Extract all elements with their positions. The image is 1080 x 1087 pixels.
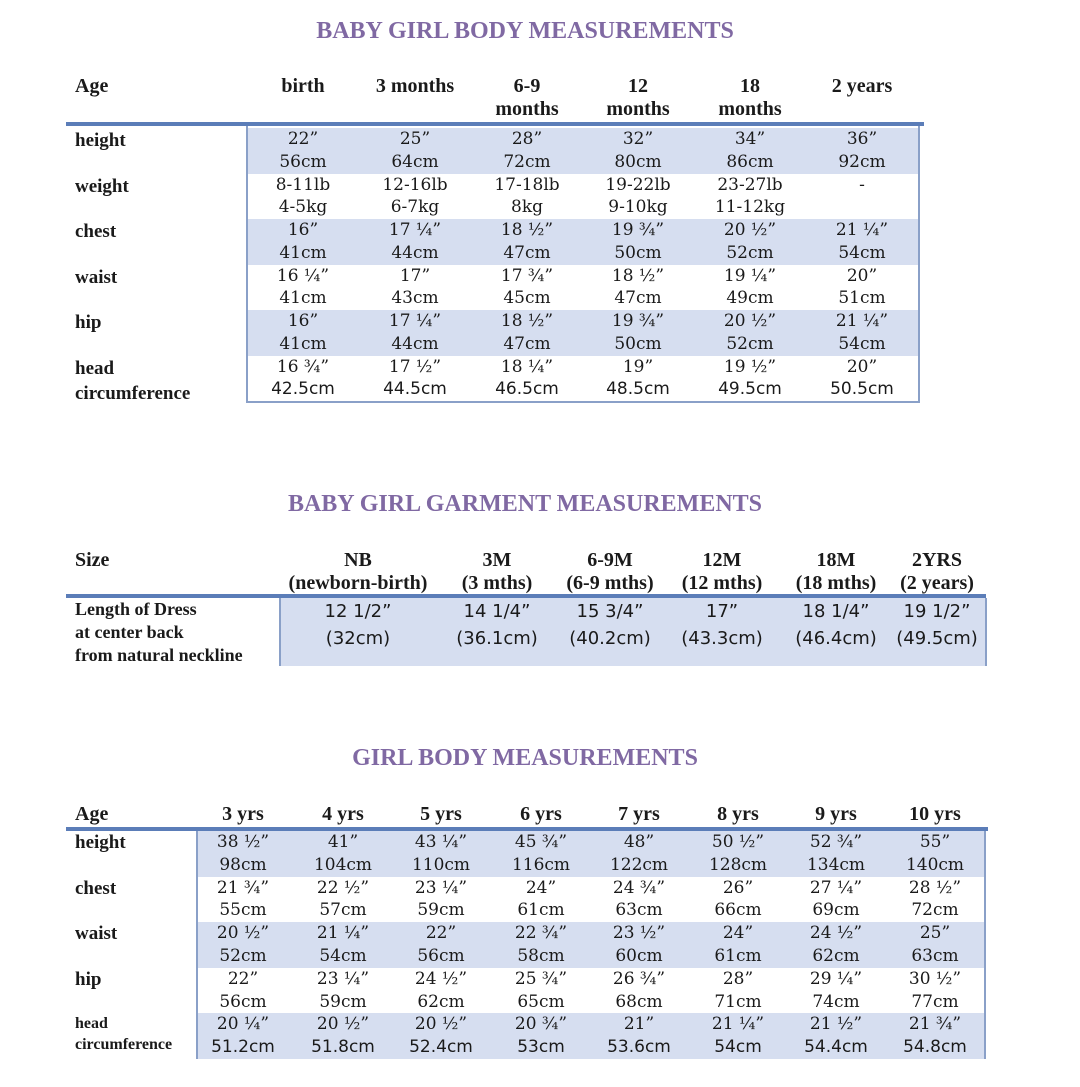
- cell-metric: 4-5kg: [278, 197, 328, 217]
- cell-imperial: 16”: [287, 311, 319, 331]
- cell-metric: 52cm: [726, 242, 774, 263]
- column-header: [865, 803, 1005, 826]
- cell-metric: 61cm: [714, 945, 762, 966]
- column-header-line: months: [718, 98, 782, 120]
- column-header-line: 3 yrs: [222, 803, 264, 825]
- cell-imperial: 28”: [511, 129, 543, 149]
- cell-imperial: 24”: [722, 923, 754, 944]
- row-label: [75, 968, 195, 991]
- cell-imperial: 19 ¼”: [723, 265, 777, 286]
- cell-metric: 64cm: [391, 151, 439, 172]
- cell-imperial: 17-18lb: [494, 174, 560, 195]
- cell-metric: 86cm: [726, 151, 774, 172]
- cell-metric: 50cm: [614, 242, 662, 263]
- cell-metric: 98cm: [219, 854, 267, 875]
- cell-imperial: 28”: [722, 968, 754, 989]
- cell-imperial: 22”: [287, 129, 319, 149]
- cell-imperial: 43 ¼”: [414, 832, 468, 852]
- cell-imperial: 24 ¾”: [612, 877, 666, 898]
- cell-imperial: 22 ¾”: [514, 923, 568, 944]
- cell-metric: 60cm: [615, 945, 663, 966]
- cell-metric: 62cm: [812, 945, 860, 966]
- cell-metric: 122cm: [609, 854, 669, 875]
- cell-imperial: 21 ¼”: [711, 1014, 765, 1035]
- cell-imperial: 16”: [287, 220, 319, 240]
- baby-body-title: BABY GIRL BODY MEASUREMENTS: [316, 18, 734, 44]
- row-label-line: chest: [75, 221, 117, 242]
- row-label-line: Length of Dress: [75, 599, 197, 619]
- cell-imperial: 18 ½”: [611, 265, 665, 286]
- cell-imperial: 24 ½”: [414, 968, 468, 989]
- cell-metric: 72cm: [911, 900, 959, 921]
- column-header-line: 5 yrs: [420, 803, 462, 825]
- cell-metric: 44cm: [391, 333, 439, 354]
- row-label-line: circumference: [75, 1036, 173, 1054]
- cell-imperial: 21 ¾”: [908, 1014, 962, 1035]
- header-label: Age: [75, 75, 109, 97]
- row-label: [75, 831, 195, 854]
- cell-metric: 66cm: [714, 900, 762, 921]
- cell-imperial: 17 ¾”: [500, 265, 554, 286]
- cell-imperial: 30 ½”: [908, 968, 962, 989]
- cell-imperial: 23 ¼”: [414, 877, 468, 898]
- cell-metric: 41cm: [279, 288, 327, 308]
- cell-imperial: 20 ½”: [723, 220, 777, 240]
- cell-imperial: 21 ¼”: [835, 311, 889, 331]
- cell-metric: 77cm: [911, 991, 959, 1012]
- cell-imperial: 15 3/4”: [576, 601, 644, 622]
- cell-imperial: 17”: [399, 265, 431, 286]
- cell-metric: (40.2cm): [569, 628, 651, 649]
- cell-imperial: 19 ½”: [723, 356, 777, 377]
- cell-imperial: 23 ¼”: [316, 968, 370, 989]
- row-label-line: waist: [75, 923, 118, 945]
- cell-imperial: 21 ¼”: [835, 220, 889, 240]
- cell-metric: 59cm: [417, 900, 465, 921]
- cell-metric: 51.2cm: [211, 1037, 275, 1058]
- cell-metric: 6-7kg: [390, 197, 440, 217]
- cell-metric: (46.4cm): [795, 628, 877, 649]
- cell-imperial: 12 1/2”: [324, 601, 392, 622]
- cell-imperial: 16 ¼”: [276, 265, 330, 286]
- cell-metric: 54.8cm: [903, 1037, 967, 1058]
- cell-imperial: 20 ¾”: [514, 1014, 568, 1035]
- cell-imperial: 20 ½”: [216, 923, 270, 944]
- row-label: [75, 877, 195, 900]
- cell-metric: 62cm: [417, 991, 465, 1012]
- cell-imperial: 25 ¾”: [514, 968, 568, 989]
- cell-imperial: 27 ¼”: [809, 877, 863, 898]
- column-header-line: (2 years): [900, 572, 974, 594]
- column-header-line: months: [606, 98, 670, 120]
- cell-metric: 49cm: [726, 288, 774, 308]
- cell-metric: 58cm: [517, 945, 565, 966]
- cell-metric: 45cm: [503, 288, 551, 308]
- cell-imperial: 23-27lb: [717, 174, 783, 195]
- cell-imperial: 29 ¼”: [809, 968, 863, 989]
- cell-metric: 52cm: [726, 333, 774, 354]
- cell-imperial: 18 ½”: [500, 220, 554, 240]
- row-label-line: height: [75, 130, 126, 151]
- column-header-line: (18 mths): [795, 572, 877, 594]
- cell-metric: 46.5cm: [495, 379, 559, 399]
- row-label: [75, 922, 195, 945]
- column-header-line: birth: [281, 75, 325, 97]
- cell-imperial: 34”: [734, 129, 766, 149]
- cell-imperial: 25”: [399, 129, 431, 149]
- cell-imperial: 21 ¾”: [216, 877, 270, 898]
- cell-metric: 134cm: [806, 854, 866, 875]
- column-header-line: 12: [628, 75, 648, 97]
- column-header-line: 8 yrs: [717, 803, 759, 825]
- cell-metric: 53.6cm: [607, 1037, 671, 1058]
- column-header-line: (6-9 mths): [566, 572, 654, 594]
- column-header-line: 6-9: [513, 75, 541, 97]
- cell-metric: 51cm: [838, 288, 886, 308]
- cell-imperial: 21 ¼”: [316, 923, 370, 944]
- baby-garment-title: BABY GIRL GARMENT MEASUREMENTS: [287, 491, 763, 517]
- row-label-line: head: [75, 1015, 108, 1033]
- column-header-line: 7 yrs: [618, 803, 660, 825]
- cell-imperial: 25”: [919, 923, 951, 944]
- cell-metric: 50.5cm: [830, 379, 894, 399]
- table-cell: [875, 1013, 995, 1059]
- column-header-line: (12 mths): [681, 572, 763, 594]
- cell-metric: 9-10kg: [608, 197, 668, 217]
- cell-imperial: 21”: [623, 1014, 655, 1035]
- cell-metric: (43.3cm): [681, 628, 763, 649]
- column-header-line: 10 yrs: [909, 803, 961, 825]
- cell-metric: 110cm: [411, 854, 471, 875]
- cell-imperial: 8-11lb: [275, 174, 331, 195]
- cell-imperial: 18 ½”: [500, 311, 554, 331]
- cell-imperial: 23 ½”: [612, 923, 666, 944]
- column-header-line: months: [495, 98, 559, 120]
- table-cell: [875, 877, 995, 923]
- cell-imperial: 26 ¾”: [612, 968, 666, 989]
- cell-imperial: 17 ¼”: [388, 311, 442, 331]
- cell-metric: 80cm: [614, 151, 662, 172]
- cell-metric: (32cm): [325, 628, 391, 649]
- cell-metric: 11-12kg: [714, 197, 786, 217]
- cell-imperial: 20 ¼”: [216, 1014, 270, 1035]
- row-label-line: hip: [75, 312, 102, 333]
- cell-metric: 55cm: [219, 900, 267, 921]
- cell-metric: 49.5cm: [718, 379, 782, 399]
- cell-metric: 41cm: [279, 333, 327, 354]
- cell-metric: 52.4cm: [409, 1037, 473, 1058]
- cell-imperial: 16 ¾”: [276, 356, 330, 377]
- cell-metric: 41cm: [279, 242, 327, 263]
- cell-imperial: -: [859, 174, 865, 195]
- row-label-line: at center back: [75, 622, 184, 642]
- cell-imperial: 22”: [425, 923, 457, 944]
- column-header-line: 12M: [702, 549, 742, 571]
- cell-imperial: 24 ½”: [809, 923, 863, 944]
- cell-imperial: 36”: [846, 129, 878, 149]
- cell-imperial: 20 ½”: [723, 311, 777, 331]
- cell-metric: 63cm: [615, 900, 663, 921]
- row-label-line: hip: [75, 968, 102, 990]
- cell-metric: 50cm: [614, 333, 662, 354]
- cell-imperial: 22”: [227, 968, 259, 989]
- column-header-line: (3 mths): [461, 572, 533, 594]
- cell-imperial: 19 ¾”: [611, 220, 665, 240]
- cell-metric: (36.1cm): [456, 628, 538, 649]
- cell-metric: 44.5cm: [383, 379, 447, 399]
- column-header-line: (newborn-birth): [288, 572, 428, 594]
- cell-metric: 128cm: [708, 854, 768, 875]
- row-label-line: head: [75, 357, 115, 379]
- cell-metric: 52cm: [219, 945, 267, 966]
- cell-metric: 92cm: [838, 151, 886, 172]
- column-header-line: 2 years: [831, 75, 893, 97]
- cell-metric: 61cm: [517, 900, 565, 921]
- column-header-line: 3M: [482, 549, 512, 571]
- cell-metric: 72cm: [503, 151, 551, 172]
- cell-imperial: 14 1/4”: [463, 601, 531, 622]
- cell-metric: (49.5cm): [896, 628, 978, 649]
- cell-metric: 48.5cm: [606, 379, 670, 399]
- cell-metric: 54cm: [714, 1037, 762, 1058]
- cell-imperial: 41”: [327, 832, 359, 852]
- cell-metric: 54cm: [838, 333, 886, 354]
- cell-metric: 56cm: [417, 945, 465, 966]
- column-header-line: 6 yrs: [520, 803, 562, 825]
- header-label: Size: [75, 549, 110, 571]
- cell-imperial: 17 ½”: [388, 356, 442, 377]
- cell-imperial: 20 ½”: [414, 1014, 468, 1035]
- cell-metric: 54.4cm: [804, 1037, 868, 1058]
- column-header-line: 4 yrs: [322, 803, 364, 825]
- cell-metric: 63cm: [911, 945, 959, 966]
- cell-metric: 71cm: [714, 991, 762, 1012]
- cell-imperial: 19 1/2”: [903, 601, 971, 622]
- row-label-line: circumference: [75, 382, 191, 404]
- cell-metric: 47cm: [614, 288, 662, 308]
- cell-imperial: 17 ¼”: [388, 220, 442, 240]
- cell-metric: 56cm: [279, 151, 327, 172]
- cell-metric: 44cm: [391, 242, 439, 263]
- cell-metric: 68cm: [615, 991, 663, 1012]
- cell-imperial: 12-16lb: [382, 174, 448, 195]
- cell-imperial: 20”: [846, 356, 878, 377]
- cell-imperial: 17”: [705, 601, 739, 622]
- cell-metric: 69cm: [812, 900, 860, 921]
- row-label: [75, 1013, 195, 1055]
- cell-metric: 53cm: [517, 1037, 565, 1058]
- cell-imperial: 32”: [622, 129, 654, 149]
- header-label: Age: [75, 803, 109, 825]
- cell-metric: 51.8cm: [311, 1037, 375, 1058]
- column-header-line: 3 months: [375, 75, 455, 97]
- cell-imperial: 18 ¼”: [500, 356, 554, 377]
- cell-imperial: 28 ½”: [908, 877, 962, 898]
- row-label-line: waist: [75, 266, 118, 288]
- cell-imperial: 48”: [623, 832, 655, 852]
- table-cell: [875, 831, 995, 877]
- cell-imperial: 18 1/4”: [802, 601, 870, 622]
- row-label-line: height: [75, 832, 126, 853]
- column-header-line: 2YRS: [911, 549, 962, 571]
- row-label-line: from natural neckline: [75, 645, 243, 665]
- cell-metric: 116cm: [511, 854, 571, 875]
- cell-metric: 104cm: [313, 854, 373, 875]
- cell-metric: 74cm: [812, 991, 860, 1012]
- table-cell: [875, 968, 995, 1014]
- cell-imperial: 55”: [919, 832, 951, 852]
- cell-imperial: 20 ½”: [316, 1014, 370, 1035]
- column-header-line: NB: [344, 549, 372, 571]
- column-header-line: 18: [740, 75, 760, 97]
- cell-metric: 140cm: [905, 854, 965, 875]
- girl-body-title: GIRL BODY MEASUREMENTS: [352, 745, 698, 771]
- cell-metric: 54cm: [319, 945, 367, 966]
- cell-imperial: 24”: [525, 877, 557, 898]
- cell-imperial: 45 ¾”: [514, 832, 568, 852]
- cell-imperial: 22 ½”: [316, 877, 370, 898]
- cell-metric: 47cm: [503, 333, 551, 354]
- cell-metric: 59cm: [319, 991, 367, 1012]
- cell-metric: 65cm: [517, 991, 565, 1012]
- cell-imperial: 52 ¾”: [809, 832, 863, 852]
- cell-metric: 42.5cm: [271, 379, 335, 399]
- cell-imperial: 19-22lb: [605, 174, 671, 195]
- grid-border-right: [984, 831, 986, 1059]
- row-label-line: chest: [75, 877, 117, 899]
- cell-imperial: 38 ½”: [216, 832, 270, 852]
- cell-imperial: 50 ½”: [711, 832, 765, 852]
- grid-border-left: [196, 831, 198, 1059]
- column-header-line: 6-9M: [587, 549, 633, 571]
- cell-metric: 56cm: [219, 991, 267, 1012]
- cell-metric: 54cm: [838, 242, 886, 263]
- cell-metric: 43cm: [391, 288, 439, 308]
- table-cell: [875, 922, 995, 968]
- column-header-line: 9 yrs: [815, 803, 857, 825]
- cell-metric: 57cm: [319, 900, 367, 921]
- cell-metric: 8kg: [511, 197, 543, 217]
- cell-imperial: 19 ¾”: [611, 311, 665, 331]
- cell-imperial: 20”: [846, 265, 878, 286]
- cell-imperial: 19”: [622, 356, 654, 377]
- cell-imperial: 26”: [722, 877, 754, 898]
- cell-metric: 47cm: [503, 242, 551, 263]
- row-label-line: weight: [75, 175, 129, 197]
- cell-imperial: 21 ½”: [809, 1014, 863, 1035]
- column-header-line: 18M: [816, 549, 856, 571]
